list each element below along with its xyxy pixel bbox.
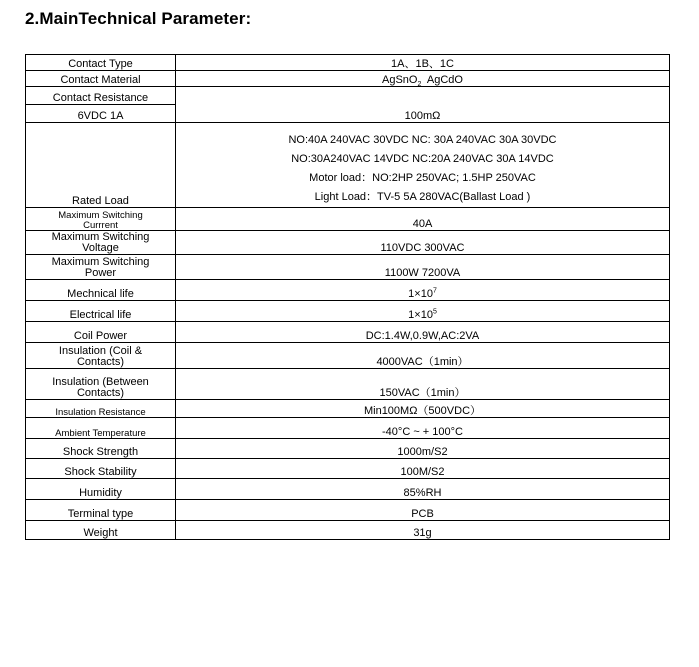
param-label: Insulation Resistance [26, 400, 176, 418]
table-row [26, 322, 670, 343]
param-label [26, 208, 176, 231]
table-row [26, 439, 670, 459]
label-line: Contacts) [76, 387, 125, 399]
table-row [26, 55, 670, 71]
value-base: 1×10 [408, 288, 433, 300]
table-row [26, 521, 670, 540]
table-row [26, 479, 670, 500]
table-row [26, 418, 670, 439]
label-line: Maximum Switching [58, 210, 143, 221]
value-subscript: 2 [417, 81, 422, 87]
value-base: 1×10 [408, 309, 433, 321]
table-row [26, 301, 670, 322]
table-row [26, 400, 670, 418]
param-label: Shock Strength [26, 439, 176, 459]
param-label: Rated Load [26, 123, 176, 208]
param-label [26, 369, 176, 400]
param-label: Coil Power [26, 322, 176, 343]
table-row [26, 459, 670, 479]
param-label [26, 343, 176, 369]
param-value: DC:1.4W,0.9W,AC:2VA [176, 322, 670, 343]
param-value: 40A [176, 208, 670, 231]
param-value [176, 280, 670, 301]
param-value: 150VAC（1min） [176, 369, 670, 400]
label-line: Power [84, 267, 117, 279]
param-value: PCB [176, 500, 670, 521]
value-tail: AgCdO [421, 74, 463, 86]
table-row [26, 369, 670, 400]
param-value: 4000VAC（1min） [176, 343, 670, 369]
param-value: 1100W 7200VA [176, 255, 670, 280]
table-row [26, 208, 670, 231]
param-value: Min100MΩ（500VDC） [176, 400, 670, 418]
param-value: 100M/S2 [176, 459, 670, 479]
param-label: Humidity [26, 479, 176, 500]
label-line: Insulation (Coil & [58, 345, 143, 357]
label-line: Maximum Switching [51, 231, 150, 243]
section-title: 2.MainTechnical Parameter: [25, 9, 252, 28]
table-row [26, 87, 670, 105]
rated-load-line: NO:30A240VAC 14VDC NC:20A 240VAC 30A 14VDC [291, 153, 554, 165]
param-label: Contact Material [26, 71, 176, 87]
table-row [26, 231, 670, 255]
rated-load-line: NO:40A 240VAC 30VDC NC: 30A 240VAC 30A 30VDC [288, 134, 557, 146]
table-row [26, 123, 670, 208]
param-label: Contact Resistance [26, 87, 176, 105]
param-value [176, 123, 670, 208]
param-value [176, 301, 670, 322]
param-label: Electrical life [26, 301, 176, 322]
value-exponent: 7 [432, 287, 437, 295]
table-row [26, 280, 670, 301]
label-line: Insulation (Between [52, 376, 149, 388]
param-label: Contact Type [26, 55, 176, 71]
rated-load-line: Motor load：NO:2HP 250VAC; 1.5HP 250VAC [309, 172, 536, 184]
param-value [176, 71, 670, 87]
param-label [26, 231, 176, 255]
label-line: Contacts) [76, 356, 125, 368]
param-label: 6VDC 1A [26, 105, 176, 123]
table-row [26, 255, 670, 280]
param-value: 100mΩ [176, 87, 670, 123]
table-row [26, 500, 670, 521]
label-line: Voltage [82, 242, 119, 254]
param-label: Ambient Temperature [26, 418, 176, 439]
param-label [26, 255, 176, 280]
rated-load-line: Light Load：TV-5 5A 280VAC(Ballast Load ) [314, 191, 531, 203]
param-value: 110VDC 300VAC [176, 231, 670, 255]
value-main: AgSnO [382, 74, 418, 86]
param-label: Weight [26, 521, 176, 540]
param-value: 1000m/S2 [176, 439, 670, 459]
param-label: Shock Stability [26, 459, 176, 479]
param-value: 85%RH [176, 479, 670, 500]
param-value: 31g [176, 521, 670, 540]
label-line: Maximum Switching [51, 256, 150, 268]
value-exponent: 5 [432, 308, 437, 316]
param-value: 1A、1B、1C [176, 55, 670, 71]
param-value: -40°C ~ + 100°C [176, 418, 670, 439]
label-line: Currrent [83, 219, 118, 231]
table-row [26, 343, 670, 369]
param-label: Terminal type [26, 500, 176, 521]
param-label: Mechnical life [26, 280, 176, 301]
technical-parameter-table [25, 54, 670, 540]
table-row [26, 71, 670, 87]
